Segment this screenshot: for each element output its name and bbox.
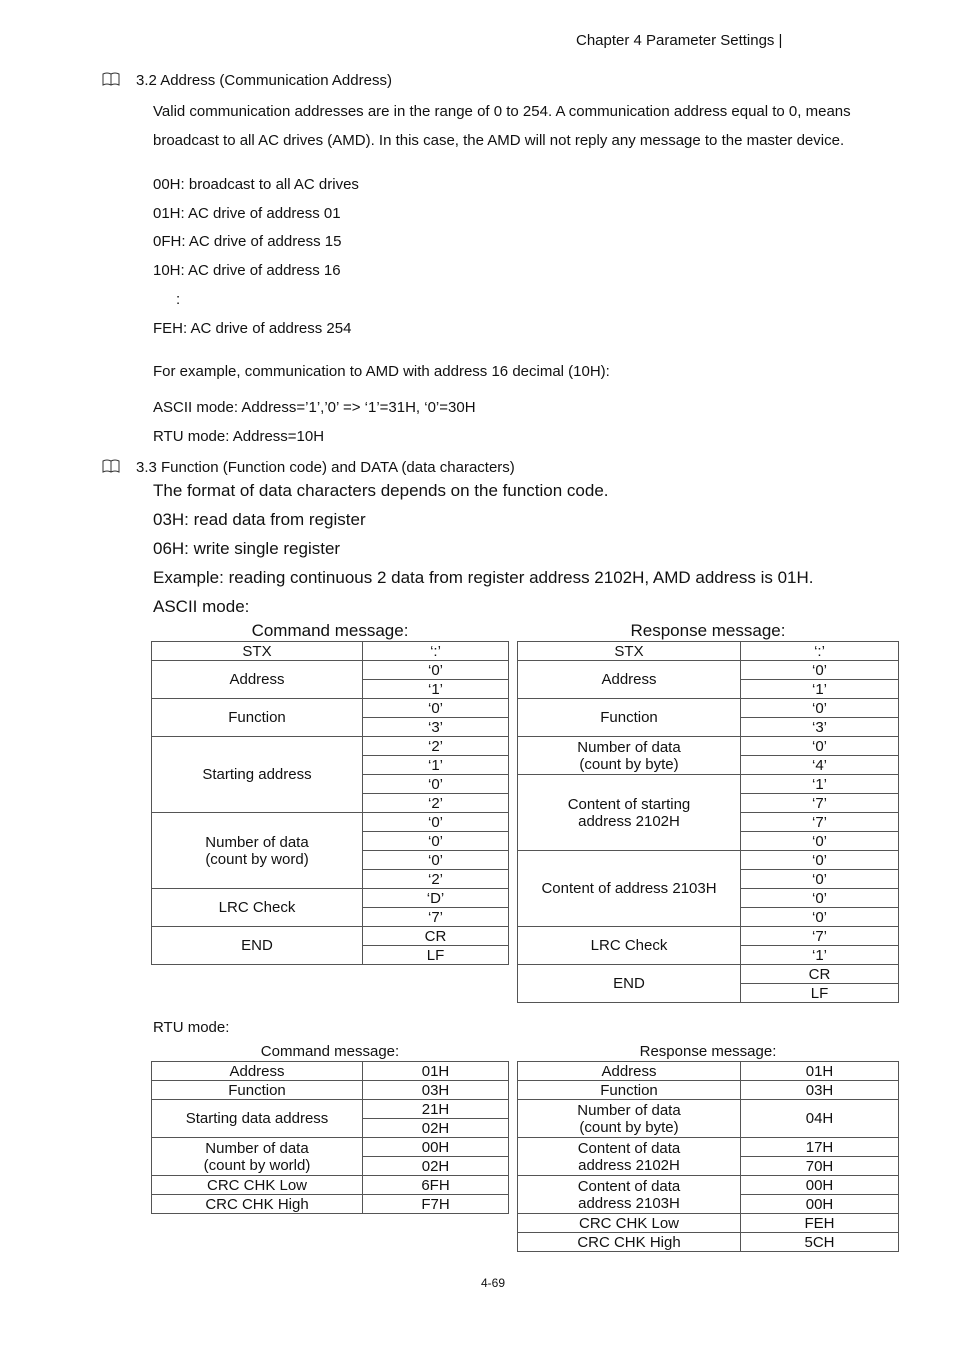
field-value: ‘0’ [741, 737, 899, 756]
field-label [152, 813, 363, 889]
label-line: Number of data [577, 1101, 681, 1119]
field-label: Address [152, 1062, 363, 1081]
field-value: ‘1’ [741, 680, 899, 699]
book-icon [102, 459, 120, 478]
field-value: ‘2’ [363, 870, 509, 889]
table-row [518, 1176, 899, 1195]
section-3-2-title: 3.2 Address (Communication Address) [136, 72, 392, 89]
address-list-item: 00H: broadcast to all AC drives [153, 176, 359, 193]
field-value: ‘1’ [741, 775, 899, 794]
sec33-line: 06H: write single register [153, 539, 341, 558]
label-line: address 2102H [578, 1156, 680, 1174]
field-value: ‘0’ [363, 813, 509, 832]
label-line: (count by byte) [579, 755, 679, 773]
field-value: ‘2’ [363, 794, 509, 813]
field-label: Function [518, 699, 741, 737]
rtu-response-caption: Response message: [639, 1043, 777, 1060]
field-value: 01H [741, 1062, 899, 1081]
header-bar: | [778, 32, 783, 49]
field-value: 17H [741, 1138, 899, 1157]
field-value: ‘0’ [741, 889, 899, 908]
field-label: Function [518, 1081, 741, 1100]
field-label [152, 1138, 363, 1176]
label-line: Content of data [577, 1139, 681, 1157]
sec33-line: 03H: read data from register [153, 510, 366, 529]
address-list-item: 10H: AC drive of address 16 [153, 262, 341, 279]
label-line: address 2102H [578, 812, 680, 830]
field-value: ‘D’ [363, 889, 509, 908]
field-value: 00H [741, 1195, 899, 1214]
table-row [152, 889, 509, 908]
field-label [518, 1176, 741, 1214]
field-value: ‘2’ [363, 737, 509, 756]
table-row [152, 737, 509, 756]
table-row [518, 927, 899, 946]
field-label [518, 737, 741, 775]
field-value: ‘7’ [741, 794, 899, 813]
running-header [576, 32, 782, 49]
table-row [518, 1062, 899, 1081]
label-line: (count by world) [203, 1156, 311, 1174]
field-label: CRC CHK Low [152, 1176, 363, 1195]
sec32-rtu: RTU mode: Address=10H [153, 428, 325, 445]
field-label: Starting address [152, 737, 363, 813]
field-value: 03H [363, 1081, 509, 1100]
field-label [518, 1100, 741, 1138]
field-value: ‘0’ [363, 661, 509, 680]
rtu-mode-label: RTU mode: [153, 1019, 230, 1036]
field-value: ‘3’ [363, 718, 509, 737]
label-line: Number of data [205, 833, 309, 851]
rtu-command-caption: Command message: [260, 1043, 400, 1060]
table-row [152, 1100, 509, 1119]
table-row [152, 699, 509, 718]
field-value: ‘1’ [741, 946, 899, 965]
table-row [518, 851, 899, 870]
field-value: F7H [363, 1195, 509, 1214]
field-value: ‘3’ [741, 718, 899, 737]
sec32-para-line1: Valid communication addresses are in the range of 0 to 254. A communication address equal to 0, means [153, 103, 851, 120]
ascii-response-table [517, 641, 899, 1003]
section-3-3-title: 3.3 Function (Function code) and DATA (data characters) [136, 459, 515, 476]
field-label: Function [152, 699, 363, 737]
table-row [152, 1138, 509, 1157]
field-value: FEH [741, 1214, 899, 1233]
table-row [152, 1081, 509, 1100]
field-value: ‘7’ [741, 813, 899, 832]
field-label [518, 775, 741, 851]
field-value: ‘1’ [363, 756, 509, 775]
field-value: ‘0’ [741, 699, 899, 718]
table-row [152, 1176, 509, 1195]
address-list-item: 01H: AC drive of address 01 [153, 205, 341, 222]
table-row [518, 775, 899, 794]
field-value: ‘0’ [363, 832, 509, 851]
book-icon [102, 72, 120, 91]
label-line: address 2103H [578, 1194, 680, 1212]
table-row [152, 642, 509, 661]
label-line: (count by word) [205, 850, 309, 868]
field-label: Address [518, 661, 741, 699]
field-label: Address [152, 661, 363, 699]
label-line: (count by byte) [579, 1118, 679, 1136]
sec32-para-line2: broadcast to all AC drives (AMD). In this case, the AMD will not reply any message to the master device. [153, 132, 845, 149]
field-label: Content of address 2103H [518, 851, 741, 927]
field-value: ‘1’ [363, 680, 509, 699]
sec33-line: Example: reading continuous 2 data from register address 2102H, AMD address is 01H. [153, 568, 814, 587]
field-value: 04H [741, 1100, 899, 1138]
address-list-item: FEH: AC drive of address 254 [153, 320, 352, 337]
ascii-command-table [151, 641, 509, 965]
field-value: ‘0’ [363, 775, 509, 794]
table-row [518, 1214, 899, 1233]
table-row [152, 1195, 509, 1214]
field-value: 02H [363, 1119, 509, 1138]
field-value: 21H [363, 1100, 509, 1119]
field-label: CRC CHK High [518, 1233, 741, 1252]
field-label: Starting data address [152, 1100, 363, 1138]
sec33-line: The format of data characters depends on the function code. [153, 481, 609, 500]
field-value: 01H [363, 1062, 509, 1081]
rtu-response-table [517, 1061, 899, 1252]
rtu-command-table [151, 1061, 509, 1214]
table-row [518, 699, 899, 718]
table-row [518, 642, 899, 661]
field-value: ‘:’ [363, 642, 509, 661]
field-label [518, 1138, 741, 1176]
field-value: 6FH [363, 1176, 509, 1195]
sec32-example: For example, communication to AMD with address 16 decimal (10H): [153, 363, 610, 380]
field-value: ‘7’ [741, 927, 899, 946]
field-label: END [152, 927, 363, 965]
field-value: ‘7’ [363, 908, 509, 927]
field-value: ‘0’ [741, 870, 899, 889]
table-row [518, 737, 899, 756]
field-label: CRC CHK Low [518, 1214, 741, 1233]
table-row [518, 1233, 899, 1252]
field-value: 03H [741, 1081, 899, 1100]
field-value: 00H [363, 1138, 509, 1157]
chapter-title: Chapter 4 Parameter Settings [576, 32, 775, 49]
table-row [518, 1138, 899, 1157]
field-value: 70H [741, 1157, 899, 1176]
field-label: LRC Check [152, 889, 363, 927]
field-value: 5CH [741, 1233, 899, 1252]
field-value: ‘0’ [741, 832, 899, 851]
field-value: ‘0’ [741, 851, 899, 870]
address-list-ellipsis: : [176, 291, 181, 308]
ascii-response-caption: Response message: [630, 621, 786, 640]
field-value: ‘4’ [741, 756, 899, 775]
label-line: Content of starting [567, 795, 691, 813]
sec32-ascii: ASCII mode: Address=’1’,’0’ => ‘1’=31H, ‘0’=30H [153, 399, 476, 416]
table-row [518, 1100, 899, 1138]
table-row [152, 661, 509, 680]
address-list-item: 0FH: AC drive of address 15 [153, 233, 342, 250]
table-row [152, 813, 509, 832]
field-value: ‘0’ [741, 661, 899, 680]
label-line: Number of data [577, 738, 681, 756]
ascii-command-caption: Command message: [251, 621, 409, 640]
label-line: Content of data [577, 1177, 681, 1195]
field-value: CR [741, 965, 899, 984]
field-value: 02H [363, 1157, 509, 1176]
field-label: CRC CHK High [152, 1195, 363, 1214]
table-row [518, 1081, 899, 1100]
label-line: Number of data [205, 1139, 309, 1157]
field-value: LF [741, 984, 899, 1003]
field-value: ‘0’ [741, 908, 899, 927]
field-label: LRC Check [518, 927, 741, 965]
sec33-line: ASCII mode: [153, 597, 250, 616]
field-label: STX [152, 642, 363, 661]
field-value: ‘:’ [741, 642, 899, 661]
field-value: LF [363, 946, 509, 965]
table-row [518, 965, 899, 984]
field-label: STX [518, 642, 741, 661]
page-number: 4-69 [480, 1276, 506, 1290]
table-row [152, 927, 509, 946]
table-row [152, 1062, 509, 1081]
field-label: END [518, 965, 741, 1003]
field-value: ‘0’ [363, 851, 509, 870]
field-value: CR [363, 927, 509, 946]
field-value: 00H [741, 1176, 899, 1195]
field-value: ‘0’ [363, 699, 509, 718]
table-row [518, 661, 899, 680]
field-label: Address [518, 1062, 741, 1081]
field-label: Function [152, 1081, 363, 1100]
